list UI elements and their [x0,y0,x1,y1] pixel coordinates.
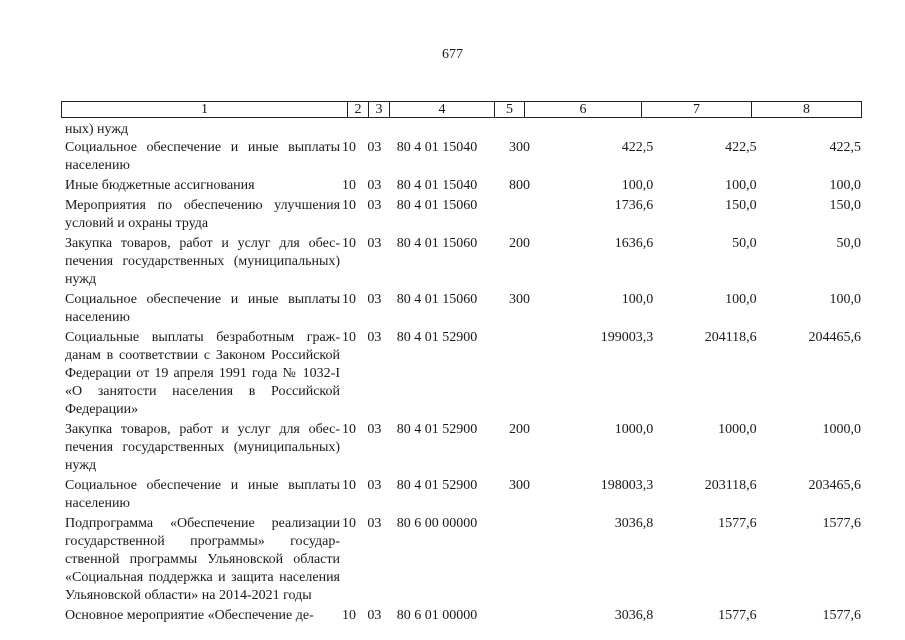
row-value-col6: 100,0 [621,178,654,193]
row-value-col6: 1736,6 [614,198,654,213]
row-value-col7: 100,0 [725,178,757,193]
row-section: 10 [342,516,357,531]
row-subsection: 03 [367,478,382,493]
row-subsection: 03 [367,140,382,155]
row-value-col6: 100,0 [621,292,654,307]
row-value-col8: 422,5 [829,140,862,155]
row-target-article: 80 4 01 52900 [396,422,478,437]
row-value-col8: 100,0 [829,292,862,307]
row-name: Мероприятия по обеспечению улучшения условий и охраны труда [65,198,341,231]
row-value-col8: 150,0 [829,198,862,213]
row-value-col7: 1577,6 [718,608,757,623]
row-subsection: 03 [367,292,382,307]
table-row [61,421,861,475]
row-expense-type [507,515,548,605]
row-value-col8: 1000,0 [822,422,862,437]
row-target-article: 80 4 01 15060 [396,236,478,251]
row-name: Иные бюджетные ассигнования [65,178,255,193]
row-subsection: 03 [367,330,382,345]
row-section: 10 [342,140,357,155]
row-value-col8: 100,0 [829,178,862,193]
row-expense-type: 800 [508,178,530,193]
table-row [61,177,861,195]
row-name: Социальное обеспечение и иные выплаты населению [65,292,341,325]
column-header-table [61,101,862,118]
header-cell: 8 [752,102,862,118]
row-expense-type [507,197,548,233]
row-expense-type: 300 [508,478,530,493]
header-cell: 4 [390,102,495,118]
row-subsection: 03 [367,178,382,193]
row-value-col6: 422,5 [621,140,654,155]
table-row [61,607,861,625]
row-value-col7: 1577,6 [718,516,757,531]
table-row [61,197,861,233]
row-section: 10 [342,236,357,251]
row-target-article: 80 4 01 15040 [396,140,478,155]
row-value-col8: 1577,6 [822,608,862,623]
row-section: 10 [342,422,357,437]
page-number: 677 [442,47,463,62]
header-cell: 1 [62,102,348,118]
row-expense-type: 300 [508,140,530,155]
row-name: Социальное обеспечение и иные выплаты населению [65,140,341,173]
row-name: Основное мероприятие «Обеспечение де- [65,608,314,623]
row-target-article: 80 6 01 00000 [396,608,478,623]
table-row [61,477,861,513]
row-subsection: 03 [367,422,382,437]
table-row [61,291,861,327]
row-value-col6: 1636,6 [614,236,654,251]
row-value-col7: 50,0 [732,236,757,251]
table-row [61,139,861,175]
row-value-col8: 204465,6 [808,330,862,345]
continuation-text: ных) нужд [65,122,129,137]
row-value-col7: 204118,6 [704,330,757,345]
row-target-article: 80 4 01 52900 [396,330,478,345]
row-target-article: 80 4 01 15060 [396,292,478,307]
row-expense-type [507,607,548,625]
header-cell: 5 [495,102,525,118]
rows-container [61,139,861,625]
row-expense-type [507,329,548,419]
row-value-col7: 100,0 [725,292,757,307]
row-name: Социальное обеспечение и иные выплаты населению [65,478,341,511]
table-row [61,235,861,289]
row-name: Подпрограмма «Обеспечение реализации государственной программы» государственной программы Ульяновской области «Социальная поддержка и защита населения Ульяновской области» на 2014-2021 годы [65,516,341,603]
header-cell: 2 [348,102,369,118]
row-value-col7: 150,0 [725,198,757,213]
row-subsection: 03 [367,198,382,213]
row-section: 10 [342,292,357,307]
row-expense-type: 300 [508,292,530,307]
row-section: 10 [342,608,357,623]
row-subsection: 03 [367,608,382,623]
row-name: Закупка товаров, работ и услуг для обеспечения государственных (муниципальных) нужд [65,236,341,287]
row-subsection: 03 [367,516,382,531]
row-target-article: 80 4 01 15040 [396,178,478,193]
row-value-col6: 3036,8 [614,516,654,531]
row-section: 10 [342,330,357,345]
row-value-col6: 198003,3 [600,478,654,493]
row-name: Социальные выплаты безработным гражданам в соответствии с Законом Российской Федерации от 19 апреля 1991 года № 1032-I «О занятости населения в Российской Федерации» [65,330,341,417]
budget-table-body [61,121,861,627]
row-subsection: 03 [367,236,382,251]
row-target-article: 80 6 00 00000 [396,516,478,531]
header-row [62,102,862,118]
header-cell: 6 [525,102,642,118]
row-value-col7: 203118,6 [704,478,757,493]
header-cell: 7 [642,102,752,118]
row-value-col6: 1000,0 [614,422,654,437]
row-value-col8: 50,0 [836,236,862,251]
row-value-col8: 1577,6 [822,516,862,531]
row-target-article: 80 4 01 15060 [396,198,478,213]
row-name: Закупка товаров, работ и услуг для обеспечения государственных (муниципальных) нужд [65,422,341,473]
row-expense-type: 200 [508,236,530,251]
table-row [61,515,861,605]
row-value-col7: 1000,0 [718,422,757,437]
row-value-col6: 199003,3 [600,330,654,345]
row-value-col8: 203465,6 [808,478,862,493]
table-row [61,329,861,419]
row-value-col7: 422,5 [725,140,757,155]
row-value-col6: 3036,8 [614,608,654,623]
header-cell: 3 [369,102,390,118]
row-expense-type: 200 [508,422,530,437]
row-section: 10 [342,478,357,493]
row-section: 10 [342,178,357,193]
row-section: 10 [342,198,357,213]
row-target-article: 80 4 01 52900 [396,478,478,493]
